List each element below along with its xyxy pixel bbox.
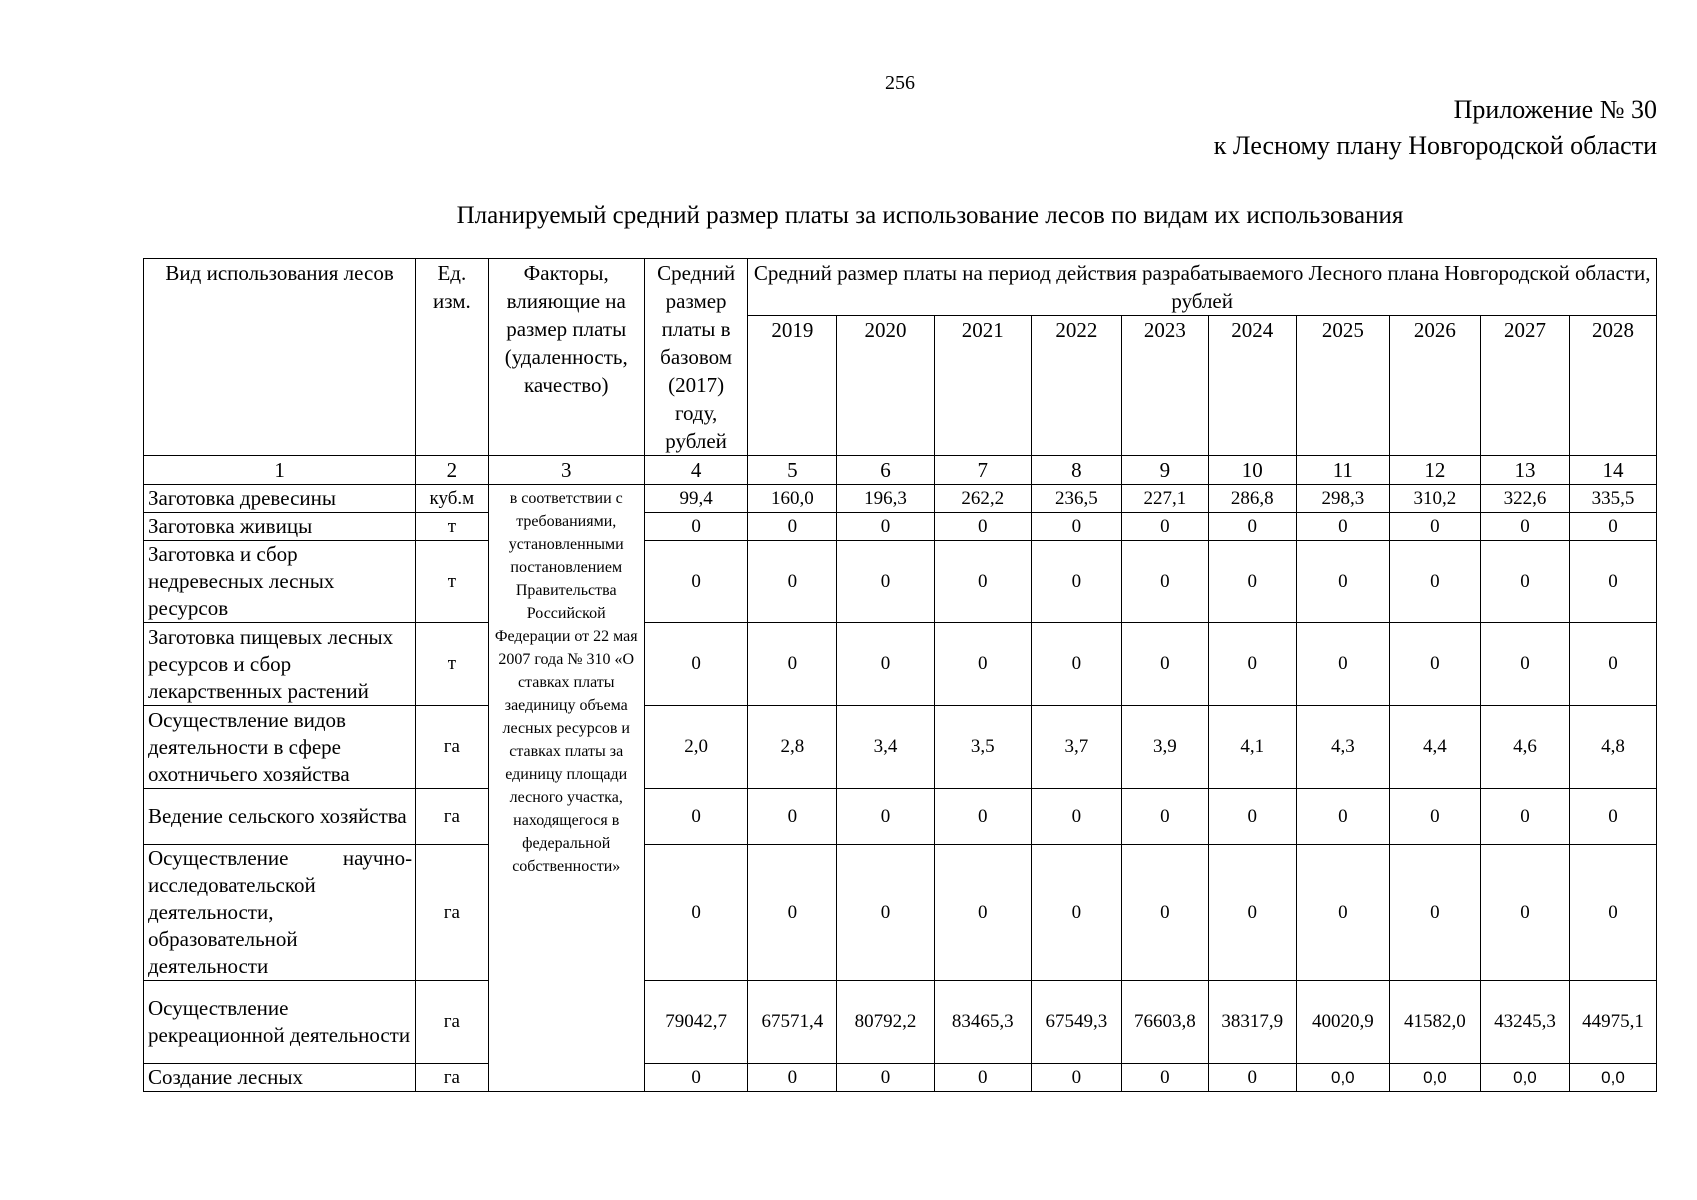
header-year: 2027 — [1480, 316, 1569, 456]
row-value: 0,0 — [1296, 1064, 1389, 1092]
column-number: 13 — [1480, 456, 1569, 485]
row-value: 43245,3 — [1480, 981, 1569, 1064]
row-value: 0 — [1389, 513, 1480, 541]
row-value: 286,8 — [1208, 485, 1296, 513]
row-value: 0 — [1296, 541, 1389, 623]
row-value: 0 — [1480, 513, 1569, 541]
header-unit: Ед. изм. — [416, 259, 488, 456]
row-unit: куб.м — [416, 485, 488, 513]
row-value: 2,8 — [748, 706, 837, 789]
row-value: 262,2 — [934, 485, 1031, 513]
row-value: 0 — [1031, 845, 1121, 981]
factors-cell: в соответствии с требованиями, установленными постановлением Правительства Российской Федерации от 22 мая 2007 года № 310 «О ставках платы заединицу объема лесных ресурсов и ставках платы за единицу площади лесного участка, находящегося в федеральной собственности» — [488, 485, 644, 1092]
row-value: 0 — [1569, 541, 1656, 623]
header-base: Средний размер платы в базовом (2017) году, рублей — [644, 259, 747, 456]
column-number: 1 — [144, 456, 416, 485]
column-number: 4 — [644, 456, 747, 485]
row-value: 44975,1 — [1569, 981, 1656, 1064]
row-kind: Заготовка и сбор недревесных лесных ресурсов — [144, 541, 416, 623]
row-value: 0 — [934, 1064, 1031, 1092]
row-value: 0 — [1569, 623, 1656, 706]
row-value: 0,0 — [1569, 1064, 1656, 1092]
row-value: 0 — [1121, 1064, 1208, 1092]
appendix-line-2: к Лесному плану Новгородской области — [1213, 131, 1657, 160]
row-value: 0 — [1296, 623, 1389, 706]
table-row — [144, 623, 1657, 706]
row-kind: Заготовка древесины — [144, 485, 416, 513]
row-value: 0 — [1569, 789, 1656, 845]
row-value: 0 — [837, 513, 934, 541]
table-row — [144, 513, 1657, 541]
row-unit: га — [416, 706, 488, 789]
row-value: 0 — [934, 845, 1031, 981]
row-value: 0 — [748, 789, 837, 845]
header-factors: Факторы, влияющие на размер платы (удаленность, качество) — [488, 259, 644, 456]
column-number: 7 — [934, 456, 1031, 485]
row-base-value: 2,0 — [644, 706, 747, 789]
row-value: 0 — [934, 541, 1031, 623]
row-value: 38317,9 — [1208, 981, 1296, 1064]
row-value: 0 — [748, 541, 837, 623]
row-base-value: 99,4 — [644, 485, 747, 513]
table-row — [144, 1064, 1657, 1092]
row-value: 0 — [1121, 513, 1208, 541]
row-value: 0 — [1480, 845, 1569, 981]
row-value: 0 — [934, 513, 1031, 541]
row-kind: Осуществление рекреационной деятельности — [144, 981, 416, 1064]
row-value: 80792,2 — [837, 981, 934, 1064]
table-row — [144, 706, 1657, 789]
row-value: 41582,0 — [1389, 981, 1480, 1064]
row-value: 0 — [1208, 541, 1296, 623]
column-number: 8 — [1031, 456, 1121, 485]
row-value: 0 — [1389, 789, 1480, 845]
row-value: 0 — [1208, 1064, 1296, 1092]
column-number-row — [144, 456, 1657, 485]
row-value: 310,2 — [1389, 485, 1480, 513]
row-value: 40020,9 — [1296, 981, 1389, 1064]
row-value: 3,7 — [1031, 706, 1121, 789]
row-value: 0,0 — [1480, 1064, 1569, 1092]
page-number: 256 — [885, 72, 915, 94]
row-value: 0 — [1296, 789, 1389, 845]
row-value: 67571,4 — [748, 981, 837, 1064]
row-value: 0,0 — [1389, 1064, 1480, 1092]
row-value: 160,0 — [748, 485, 837, 513]
row-value: 67549,3 — [1031, 981, 1121, 1064]
row-value: 0 — [1121, 789, 1208, 845]
row-value: 0 — [748, 1064, 837, 1092]
row-value: 0 — [1208, 513, 1296, 541]
header-year: 2022 — [1031, 316, 1121, 456]
payment-table — [143, 258, 1657, 1092]
row-value: 3,4 — [837, 706, 934, 789]
row-kind: Ведение сельского хозяйства — [144, 789, 416, 845]
row-value: 196,3 — [837, 485, 934, 513]
table-row — [144, 981, 1657, 1064]
row-value: 0 — [1031, 1064, 1121, 1092]
row-value: 0 — [1296, 845, 1389, 981]
row-kind: Создание лесных — [144, 1064, 416, 1092]
column-number: 14 — [1569, 456, 1656, 485]
row-value: 0 — [837, 541, 934, 623]
column-number: 6 — [837, 456, 934, 485]
table-row — [144, 845, 1657, 981]
row-value: 0 — [1389, 845, 1480, 981]
row-base-value: 0 — [644, 541, 747, 623]
row-value: 0 — [1208, 623, 1296, 706]
row-value: 0 — [1480, 623, 1569, 706]
row-value: 0 — [748, 513, 837, 541]
row-value: 298,3 — [1296, 485, 1389, 513]
header-period: Средний размер платы на период действия разрабатываемого Лесного плана Новгородской области, рублей — [748, 259, 1657, 316]
table-row — [144, 541, 1657, 623]
row-value: 0 — [1208, 845, 1296, 981]
row-value: 0 — [1121, 623, 1208, 706]
column-number: 3 — [488, 456, 644, 485]
row-value: 0 — [837, 623, 934, 706]
row-value: 0 — [1296, 513, 1389, 541]
row-unit: га — [416, 845, 488, 981]
row-value: 0 — [1031, 541, 1121, 623]
row-unit: га — [416, 981, 488, 1064]
column-number: 10 — [1208, 456, 1296, 485]
header-year: 2026 — [1389, 316, 1480, 456]
column-number: 11 — [1296, 456, 1389, 485]
header-year: 2023 — [1121, 316, 1208, 456]
row-value: 0 — [934, 789, 1031, 845]
header-year: 2025 — [1296, 316, 1389, 456]
row-value: 0 — [1031, 623, 1121, 706]
row-base-value: 0 — [644, 1064, 747, 1092]
row-value: 0 — [1121, 541, 1208, 623]
row-value: 4,6 — [1480, 706, 1569, 789]
row-value: 3,5 — [934, 706, 1031, 789]
row-value: 335,5 — [1569, 485, 1656, 513]
row-value: 0 — [1208, 789, 1296, 845]
header-row-1 — [144, 259, 1657, 316]
row-value: 227,1 — [1121, 485, 1208, 513]
appendix-line-1: Приложение № 30 — [1453, 95, 1657, 124]
row-value: 0 — [1480, 789, 1569, 845]
row-value: 0 — [1031, 789, 1121, 845]
row-value: 322,6 — [1480, 485, 1569, 513]
row-value: 83465,3 — [934, 981, 1031, 1064]
row-base-value: 0 — [644, 845, 747, 981]
row-base-value: 0 — [644, 623, 747, 706]
row-value: 0 — [1569, 513, 1656, 541]
row-unit: га — [416, 1064, 488, 1092]
column-number: 9 — [1121, 456, 1208, 485]
row-value: 0 — [837, 1064, 934, 1092]
row-value: 0 — [1569, 845, 1656, 981]
row-kind: Осуществление видов деятельности в сфере охотничьего хозяйства — [144, 706, 416, 789]
row-value: 4,4 — [1389, 706, 1480, 789]
row-value: 3,9 — [1121, 706, 1208, 789]
header-year: 2021 — [934, 316, 1031, 456]
row-base-value: 0 — [644, 513, 747, 541]
column-number: 5 — [748, 456, 837, 485]
column-number: 12 — [1389, 456, 1480, 485]
row-value: 0 — [748, 623, 837, 706]
row-value: 0 — [837, 789, 934, 845]
row-base-value: 0 — [644, 789, 747, 845]
row-value: 0 — [1389, 541, 1480, 623]
row-value: 0 — [748, 845, 837, 981]
row-value: 0 — [1031, 513, 1121, 541]
header-kind: Вид использования лесов — [144, 259, 416, 456]
header-year: 2028 — [1569, 316, 1656, 456]
row-value: 4,8 — [1569, 706, 1656, 789]
row-value: 0 — [837, 845, 934, 981]
row-base-value: 79042,7 — [644, 981, 747, 1064]
appendix-reference — [1214, 92, 1657, 164]
row-value: 4,3 — [1296, 706, 1389, 789]
row-kind: Осуществление научно-исследовательской деятельности, образовательной деятельности — [144, 845, 416, 981]
row-value: 0 — [1121, 845, 1208, 981]
header-year: 2019 — [748, 316, 837, 456]
row-value: 0 — [934, 623, 1031, 706]
row-unit: т — [416, 623, 488, 706]
table-row — [144, 789, 1657, 845]
row-value: 76603,8 — [1121, 981, 1208, 1064]
header-year: 2020 — [837, 316, 934, 456]
row-unit: га — [416, 789, 488, 845]
header-year: 2024 — [1208, 316, 1296, 456]
row-value: 236,5 — [1031, 485, 1121, 513]
table-row — [144, 485, 1657, 513]
document-title: Планируемый средний размер платы за использование лесов по видам их использования — [456, 202, 1404, 229]
row-unit: т — [416, 513, 488, 541]
row-value: 0 — [1480, 541, 1569, 623]
row-kind: Заготовка пищевых лесных ресурсов и сбор лекарственных растений — [144, 623, 416, 706]
row-value: 4,1 — [1208, 706, 1296, 789]
row-value: 0 — [1389, 623, 1480, 706]
column-number: 2 — [416, 456, 488, 485]
row-unit: т — [416, 541, 488, 623]
row-kind: Заготовка живицы — [144, 513, 416, 541]
